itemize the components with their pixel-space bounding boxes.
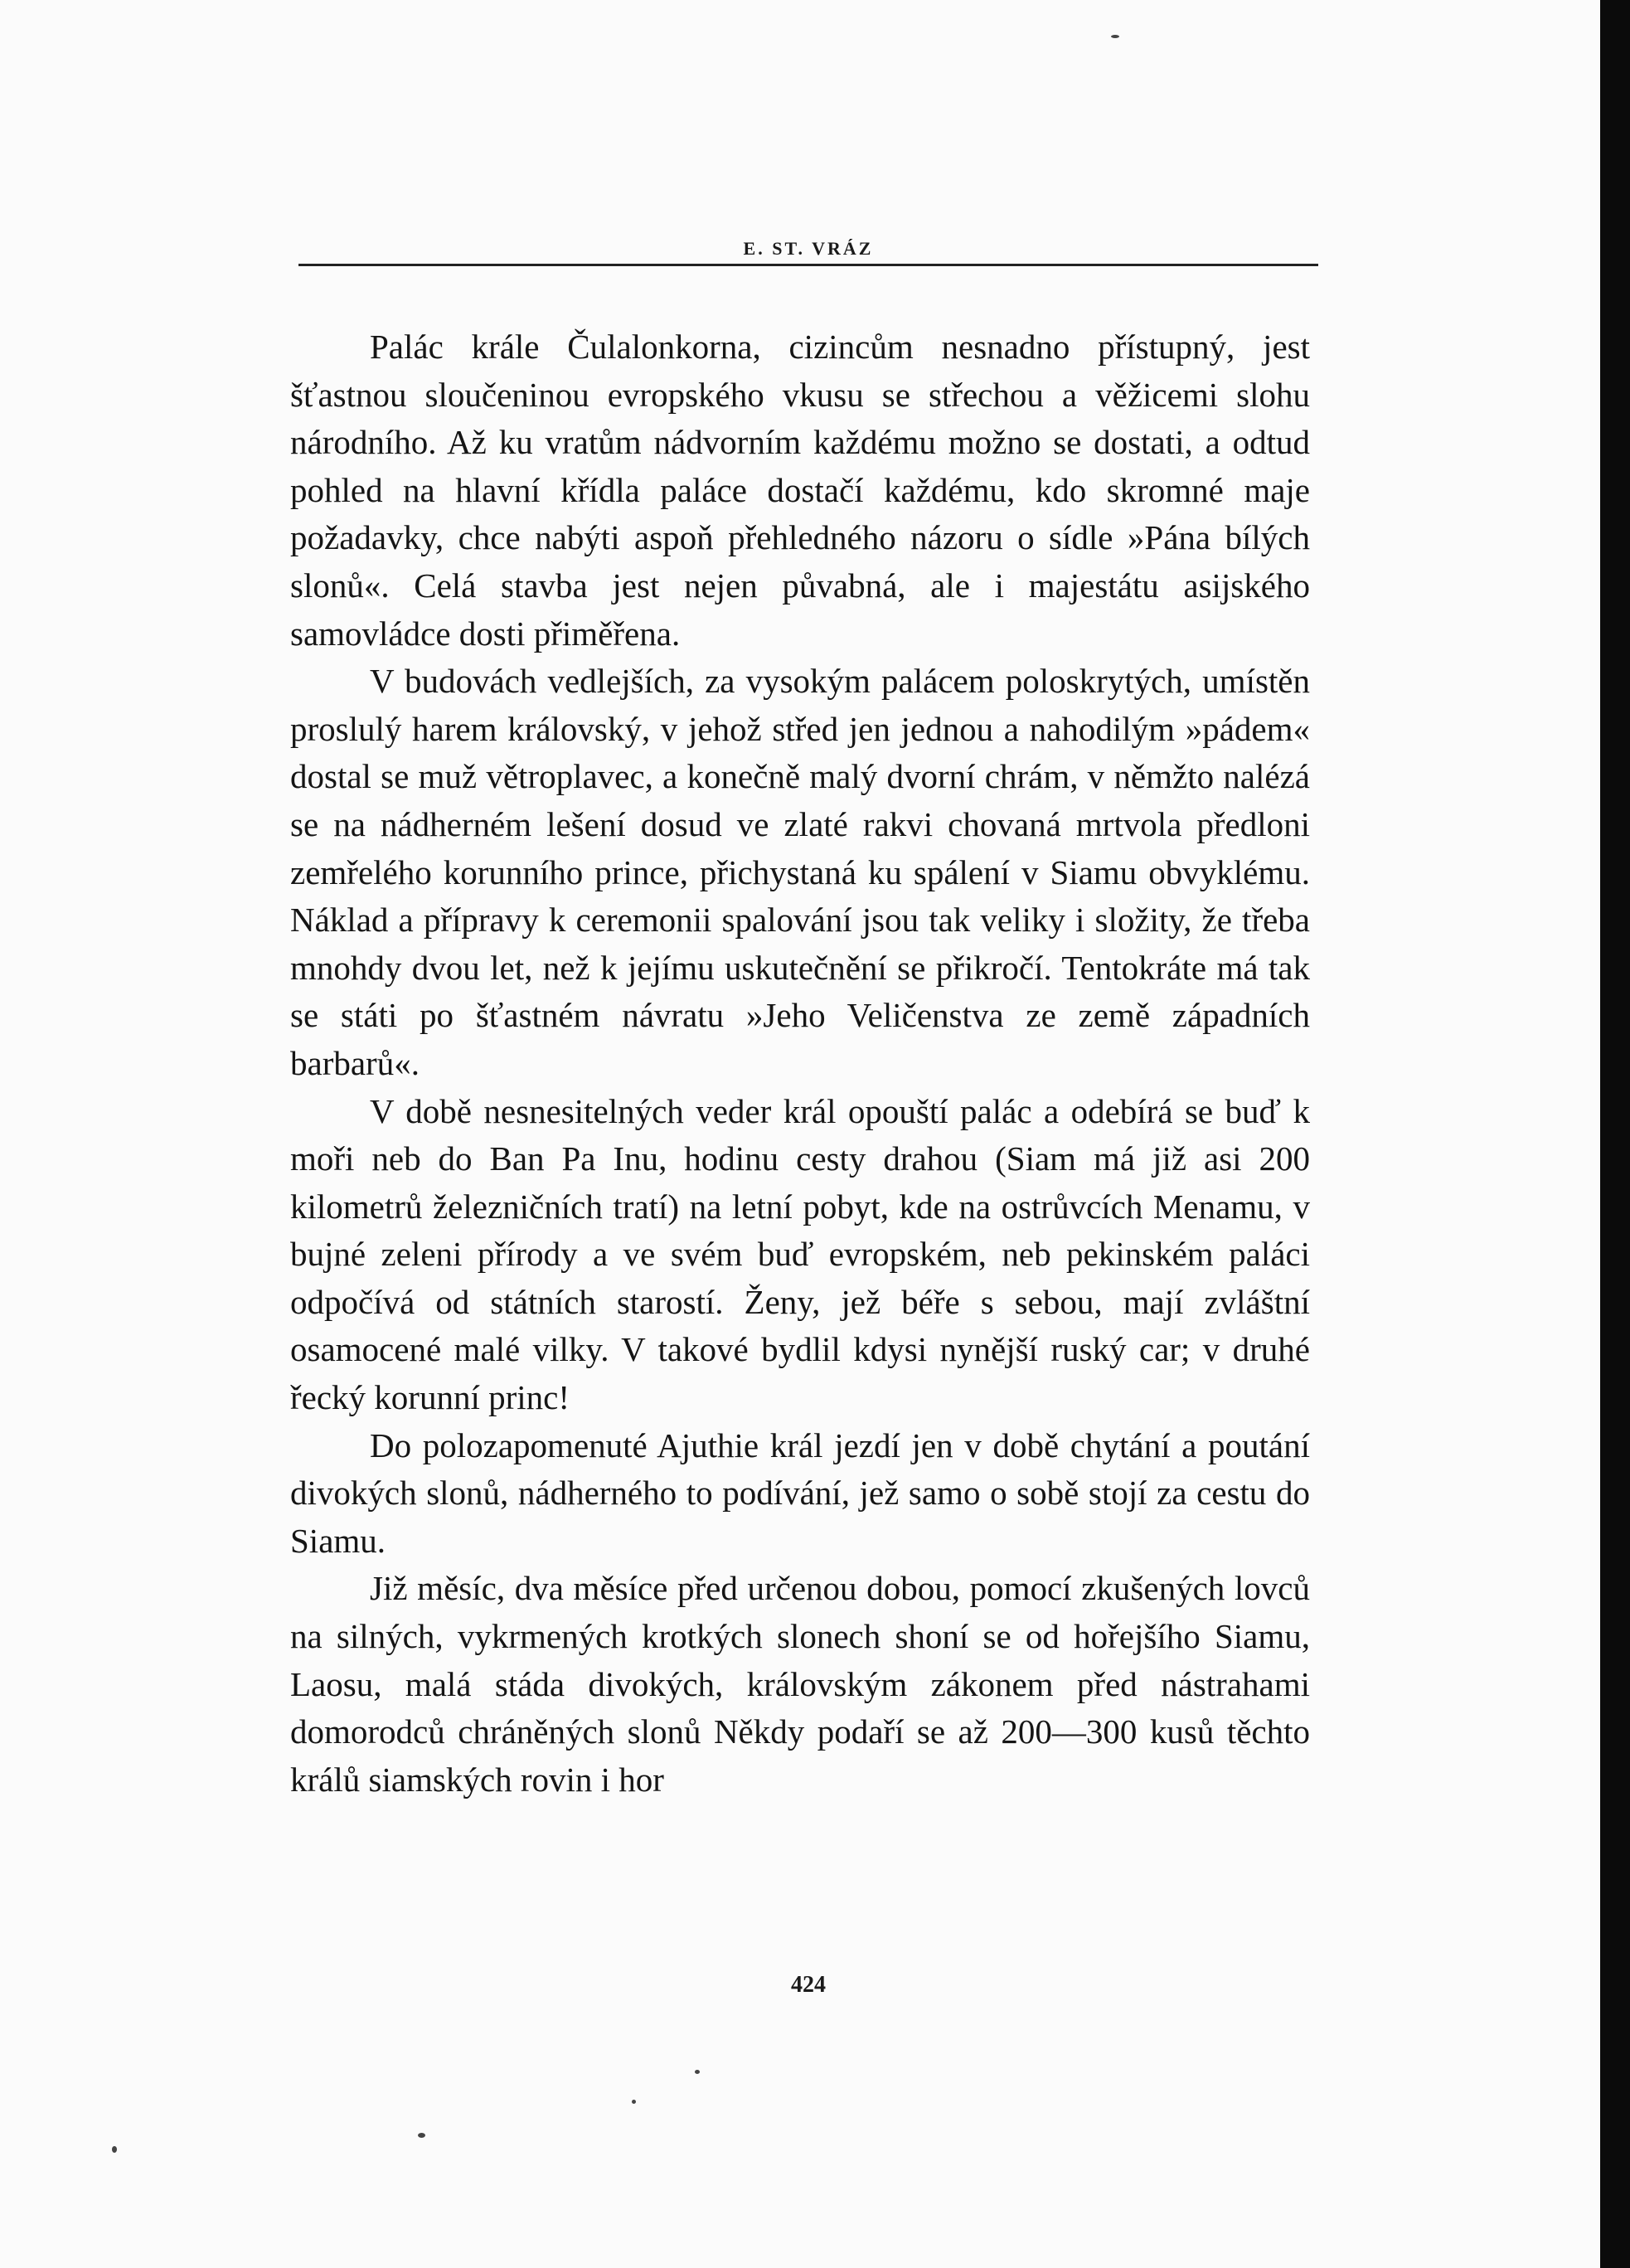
header-rule xyxy=(298,264,1318,266)
page-number: 424 xyxy=(791,1972,826,1998)
paragraph: V době nesnesitelných veder král opouští palác a odebírá se buď k moři neb do Ban Pa Inu, hodinu cesty drahou (Siam má již asi 200 kilometrů železničních tratí) na letní pobyt, kde na ostrůvcích Menamu, v bujné zeleni přírody a ve svém buď evropském, neb pekinském paláci odpočívá od státních starostí. Ženy, jež béře s sebou, mají zvláštní osamocené malé vilky. V takové bydlil kdysi nynější ruský car; v druhé řecký korunní princ! xyxy=(290,1091,1310,1417)
paragraph: Do polozapomenuté Ajuthie král jezdí jen v době chytání a poutání divokých slonů, nádherného to podívání, jež samo o sobě stojí za cestu do Siamu. xyxy=(290,1425,1310,1560)
body-text xyxy=(290,323,1310,1804)
paragraph: Již měsíc, dva měsíce před určenou dobou, pomocí zkušených lovců na silných, vykrmených krotkých slonech shoní se od hořejšího Siamu, Laosu, malá stáda divokých, královským zákonem před nástrahami domorodců chráněných slonů Někdy podaří se až 200—300 kusů těchto králů siamských rovin i hor xyxy=(290,1569,1310,1799)
dust-speck xyxy=(418,2133,425,2138)
dust-speck xyxy=(695,2070,700,2074)
paragraph: Palác krále Čulalonkorna, cizincům nesnadno přístupný, jest šťastnou sloučeninou evropského vkusu se střechou a věžicemi slohu národního. Až ku vratům nádvorním každému možno se dostati, a odtud pohled na hlavní křídla paláce dostačí každému, kdo skromné maje požadavky, chce nabýti aspoň přehledného názoru o sídle »Pána bílých slonů«. Celá stavba jest nejen půvabná, ale i majestátu asijského samovládce dosti přiměřena. xyxy=(290,328,1310,653)
paragraph: V budovách vedlejších, za vysokým palácem poloskrytých, umístěn proslulý harem královský, v jehož střed jen jednou a nahodilým »pádem« dostal se muž větroplavec, a konečně malý dvorní chrám, v němžto nalézá se na nádherném lešení dosud ve zlaté rakvi chovaná mrtvola předloni zemřelého korunního prince, přichystaná ku spálení v Siamu obvyklému. Náklad a přípravy k ceremonii spalování jsou tak veliky i složity, že třeba mnohdy dvou let, než k jejímu uskutečnění se přikročí. Tentokráte má tak se státi po šťastném návratu »Jeho Veličenstva ze země západních barbarů«. xyxy=(290,662,1310,1082)
running-title: E. ST. VRÁZ xyxy=(743,238,874,259)
dust-speck xyxy=(1111,35,1119,38)
dust-speck xyxy=(632,2100,636,2104)
scan-edge xyxy=(1600,0,1630,2268)
dust-speck xyxy=(112,2146,117,2153)
